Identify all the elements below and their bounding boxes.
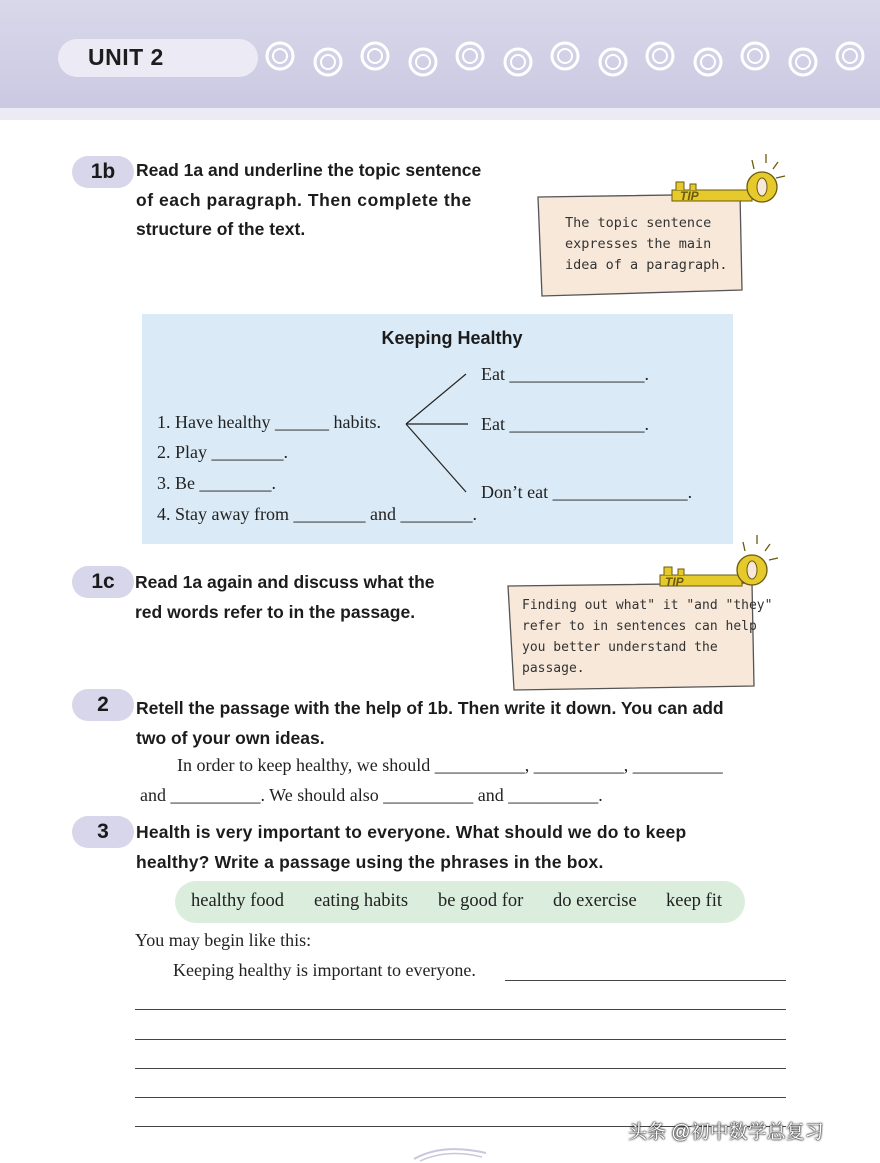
diagram-branch-1: Eat _______________. [481,364,649,384]
phrase-item: be good for [438,891,524,911]
diagram-item-2: 2. Play ________. [157,442,289,462]
writing-line[interactable] [135,1039,786,1040]
exercise-2-badge: 2 [72,689,134,721]
exercise-1c-instruction: Read 1a again and discuss what the red words refer to in the passage. [135,572,435,622]
phrase-item: healthy food [191,891,284,911]
tip-text-1c: Finding out what" it "and "they" refer to in sentences can help you better understand the passage. [522,598,773,676]
writing-line[interactable] [505,980,786,981]
header-strip [0,108,880,120]
writing-line[interactable] [135,1068,786,1069]
writing-line[interactable] [135,1097,786,1098]
diagram-item-1: 1. Have healthy ______ habits. [157,412,381,432]
diagram-item-3: 3. Be ________. [157,473,276,493]
tip-tag-1b: TIP [680,189,699,203]
begin-hint: You may begin like this: [135,930,312,950]
exercise-2-text-2: and __________. We should also __________ and __________. [140,785,603,805]
exercise-1c-badge: 1c [72,566,134,598]
diagram-branch-2: Eat _______________. [481,414,649,434]
watermark-text: 头条 @初中数学总复习 [628,1122,824,1143]
tip-tag-1c: TIP [665,575,684,589]
tip-text-1b: The topic sentence expresses the main idea of a paragraph. [565,215,728,273]
begin-text: Keeping healthy is important to everyone. [173,960,476,980]
diagram-branch-3: Don’t eat _______________. [481,482,693,502]
writing-line[interactable] [135,1009,786,1010]
phrase-item: keep fit [666,891,722,911]
footer-swoosh-decoration [410,1145,490,1163]
exercise-3-instruction: Health is very important to everyone. What should we do to keep healthy? Write a passage using the phrases in the box. [136,822,687,872]
diagram-branches [400,360,480,500]
unit-title: UNIT 2 [88,44,164,70]
diagram-item-4: 4. Stay away from ________ and ________. [157,504,477,524]
diagram-title: Keeping Healthy [381,328,523,348]
decorative-rings [262,38,880,83]
phrase-item: eating habits [314,891,409,911]
phrase-item: do exercise [553,891,637,911]
exercise-3-badge: 3 [72,816,134,848]
exercise-2-text-1: In order to keep healthy, we should __________, __________, __________ [177,755,723,775]
exercise-1b-badge: 1b [72,156,134,188]
exercise-1b-instruction: Read 1a and underline the topic sentence of each paragraph. Then complete the structure of the text. [136,160,482,239]
exercise-2-instruction: Retell the passage with the help of 1b. Then write it down. You can add two of your own ideas. [136,698,724,748]
